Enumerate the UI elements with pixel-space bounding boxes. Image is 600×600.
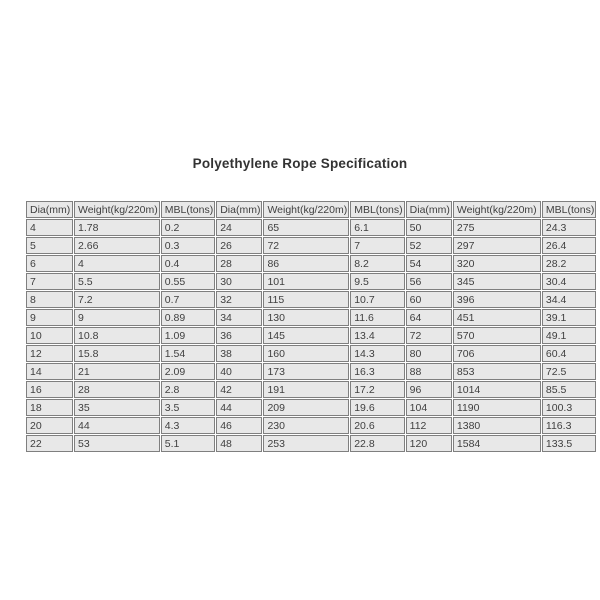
table-cell: 1380 bbox=[453, 417, 541, 434]
table-cell: 60 bbox=[406, 291, 452, 308]
table-cell: 100.3 bbox=[542, 399, 596, 416]
spec-table-head bbox=[26, 201, 596, 218]
table-cell: 0.55 bbox=[161, 273, 215, 290]
table-row bbox=[26, 345, 596, 362]
table-cell: 1190 bbox=[453, 399, 541, 416]
table-cell: 60.4 bbox=[542, 345, 596, 362]
table-cell: 1584 bbox=[453, 435, 541, 452]
table-cell: 34.4 bbox=[542, 291, 596, 308]
table-cell: 6 bbox=[26, 255, 73, 272]
table-cell: 11.6 bbox=[350, 309, 404, 326]
table-cell: 28 bbox=[216, 255, 262, 272]
table-cell: 4.3 bbox=[161, 417, 215, 434]
table-cell: 96 bbox=[406, 381, 452, 398]
header-cell: Weight(kg/220m) bbox=[263, 201, 349, 218]
table-cell: 46 bbox=[216, 417, 262, 434]
table-cell: 3.5 bbox=[161, 399, 215, 416]
table-cell: 85.5 bbox=[542, 381, 596, 398]
table-cell: 120 bbox=[406, 435, 452, 452]
table-cell: 26.4 bbox=[542, 237, 596, 254]
table-cell: 9 bbox=[26, 309, 73, 326]
table-row bbox=[26, 273, 596, 290]
table-cell: 116.3 bbox=[542, 417, 596, 434]
table-cell: 1014 bbox=[453, 381, 541, 398]
table-cell: 12 bbox=[26, 345, 73, 362]
table-cell: 40 bbox=[216, 363, 262, 380]
table-cell: 1.09 bbox=[161, 327, 215, 344]
table-cell: 9.5 bbox=[350, 273, 404, 290]
table-cell: 853 bbox=[453, 363, 541, 380]
table-cell: 26 bbox=[216, 237, 262, 254]
table-cell: 6.1 bbox=[350, 219, 404, 236]
table-cell: 14.3 bbox=[350, 345, 404, 362]
table-cell: 52 bbox=[406, 237, 452, 254]
table-cell: 53 bbox=[74, 435, 160, 452]
table-cell: 19.6 bbox=[350, 399, 404, 416]
table-cell: 54 bbox=[406, 255, 452, 272]
header-cell: Dia(mm) bbox=[26, 201, 73, 218]
table-cell: 65 bbox=[263, 219, 349, 236]
table-cell: 253 bbox=[263, 435, 349, 452]
header-cell: MBL(tons) bbox=[161, 201, 215, 218]
table-cell: 20.6 bbox=[350, 417, 404, 434]
table-cell: 24.3 bbox=[542, 219, 596, 236]
table-row bbox=[26, 381, 596, 398]
table-cell: 297 bbox=[453, 237, 541, 254]
table-cell: 130 bbox=[263, 309, 349, 326]
table-cell: 28.2 bbox=[542, 255, 596, 272]
table-cell: 50 bbox=[406, 219, 452, 236]
table-cell: 320 bbox=[453, 255, 541, 272]
table-cell: 48 bbox=[216, 435, 262, 452]
table-cell: 34 bbox=[216, 309, 262, 326]
table-cell: 0.4 bbox=[161, 255, 215, 272]
table-cell: 1.78 bbox=[74, 219, 160, 236]
table-cell: 38 bbox=[216, 345, 262, 362]
table-row bbox=[26, 309, 596, 326]
header-cell: MBL(tons) bbox=[350, 201, 404, 218]
table-cell: 115 bbox=[263, 291, 349, 308]
table-cell: 230 bbox=[263, 417, 349, 434]
table-cell: 16.3 bbox=[350, 363, 404, 380]
header-cell: Weight(kg/220m) bbox=[74, 201, 160, 218]
table-cell: 5.5 bbox=[74, 273, 160, 290]
table-row bbox=[26, 327, 596, 344]
table-cell: 30 bbox=[216, 273, 262, 290]
table-cell: 8.2 bbox=[350, 255, 404, 272]
table-cell: 160 bbox=[263, 345, 349, 362]
table-cell: 18 bbox=[26, 399, 73, 416]
table-cell: 30.4 bbox=[542, 273, 596, 290]
table-cell: 7 bbox=[26, 273, 73, 290]
table-cell: 4 bbox=[26, 219, 73, 236]
table-cell: 0.7 bbox=[161, 291, 215, 308]
header-cell: Weight(kg/220m) bbox=[453, 201, 541, 218]
table-cell: 7 bbox=[350, 237, 404, 254]
table-cell: 2.66 bbox=[74, 237, 160, 254]
table-cell: 0.3 bbox=[161, 237, 215, 254]
table-cell: 64 bbox=[406, 309, 452, 326]
table-cell: 396 bbox=[453, 291, 541, 308]
table-cell: 8 bbox=[26, 291, 73, 308]
table-cell: 0.2 bbox=[161, 219, 215, 236]
table-cell: 42 bbox=[216, 381, 262, 398]
table-cell: 20 bbox=[26, 417, 73, 434]
table-cell: 133.5 bbox=[542, 435, 596, 452]
table-cell: 14 bbox=[26, 363, 73, 380]
table-cell: 17.2 bbox=[350, 381, 404, 398]
table-cell: 72.5 bbox=[542, 363, 596, 380]
table-cell: 9 bbox=[74, 309, 160, 326]
table-cell: 15.8 bbox=[74, 345, 160, 362]
table-cell: 2.8 bbox=[161, 381, 215, 398]
table-cell: 10.8 bbox=[74, 327, 160, 344]
header-cell: Dia(mm) bbox=[406, 201, 452, 218]
table-cell: 35 bbox=[74, 399, 160, 416]
table-cell: 275 bbox=[453, 219, 541, 236]
table-cell: 22 bbox=[26, 435, 73, 452]
table-cell: 5 bbox=[26, 237, 73, 254]
table-cell: 345 bbox=[453, 273, 541, 290]
table-cell: 49.1 bbox=[542, 327, 596, 344]
table-row bbox=[26, 363, 596, 380]
table-cell: 101 bbox=[263, 273, 349, 290]
table-cell: 24 bbox=[216, 219, 262, 236]
table-cell: 44 bbox=[216, 399, 262, 416]
table-cell: 72 bbox=[406, 327, 452, 344]
table-cell: 209 bbox=[263, 399, 349, 416]
table-cell: 13.4 bbox=[350, 327, 404, 344]
table-cell: 104 bbox=[406, 399, 452, 416]
table-cell: 86 bbox=[263, 255, 349, 272]
spec-table bbox=[25, 200, 597, 453]
table-cell: 88 bbox=[406, 363, 452, 380]
table-row bbox=[26, 291, 596, 308]
table-cell: 706 bbox=[453, 345, 541, 362]
table-cell: 39.1 bbox=[542, 309, 596, 326]
table-cell: 10 bbox=[26, 327, 73, 344]
table-cell: 56 bbox=[406, 273, 452, 290]
table-cell: 72 bbox=[263, 237, 349, 254]
table-cell: 5.1 bbox=[161, 435, 215, 452]
table-cell: 4 bbox=[74, 255, 160, 272]
page-title: Polyethylene Rope Specification bbox=[192, 156, 408, 171]
table-cell: 570 bbox=[453, 327, 541, 344]
header-cell: MBL(tons) bbox=[542, 201, 596, 218]
table-row bbox=[26, 255, 596, 272]
table-cell: 1.54 bbox=[161, 345, 215, 362]
table-cell: 112 bbox=[406, 417, 452, 434]
table-cell: 44 bbox=[74, 417, 160, 434]
spec-table-body bbox=[26, 219, 596, 452]
table-cell: 451 bbox=[453, 309, 541, 326]
table-row bbox=[26, 399, 596, 416]
table-cell: 28 bbox=[74, 381, 160, 398]
table-cell: 80 bbox=[406, 345, 452, 362]
table-cell: 7.2 bbox=[74, 291, 160, 308]
table-cell: 22.8 bbox=[350, 435, 404, 452]
header-row bbox=[26, 201, 596, 218]
table-cell: 36 bbox=[216, 327, 262, 344]
table-row bbox=[26, 417, 596, 434]
table-cell: 16 bbox=[26, 381, 73, 398]
table-cell: 191 bbox=[263, 381, 349, 398]
table-row bbox=[26, 435, 596, 452]
table-cell: 173 bbox=[263, 363, 349, 380]
table-cell: 32 bbox=[216, 291, 262, 308]
table-cell: 21 bbox=[74, 363, 160, 380]
table-cell: 10.7 bbox=[350, 291, 404, 308]
table-cell: 2.09 bbox=[161, 363, 215, 380]
header-cell: Dia(mm) bbox=[216, 201, 262, 218]
table-row bbox=[26, 219, 596, 236]
table-cell: 145 bbox=[263, 327, 349, 344]
table-row bbox=[26, 237, 596, 254]
table-cell: 0.89 bbox=[161, 309, 215, 326]
